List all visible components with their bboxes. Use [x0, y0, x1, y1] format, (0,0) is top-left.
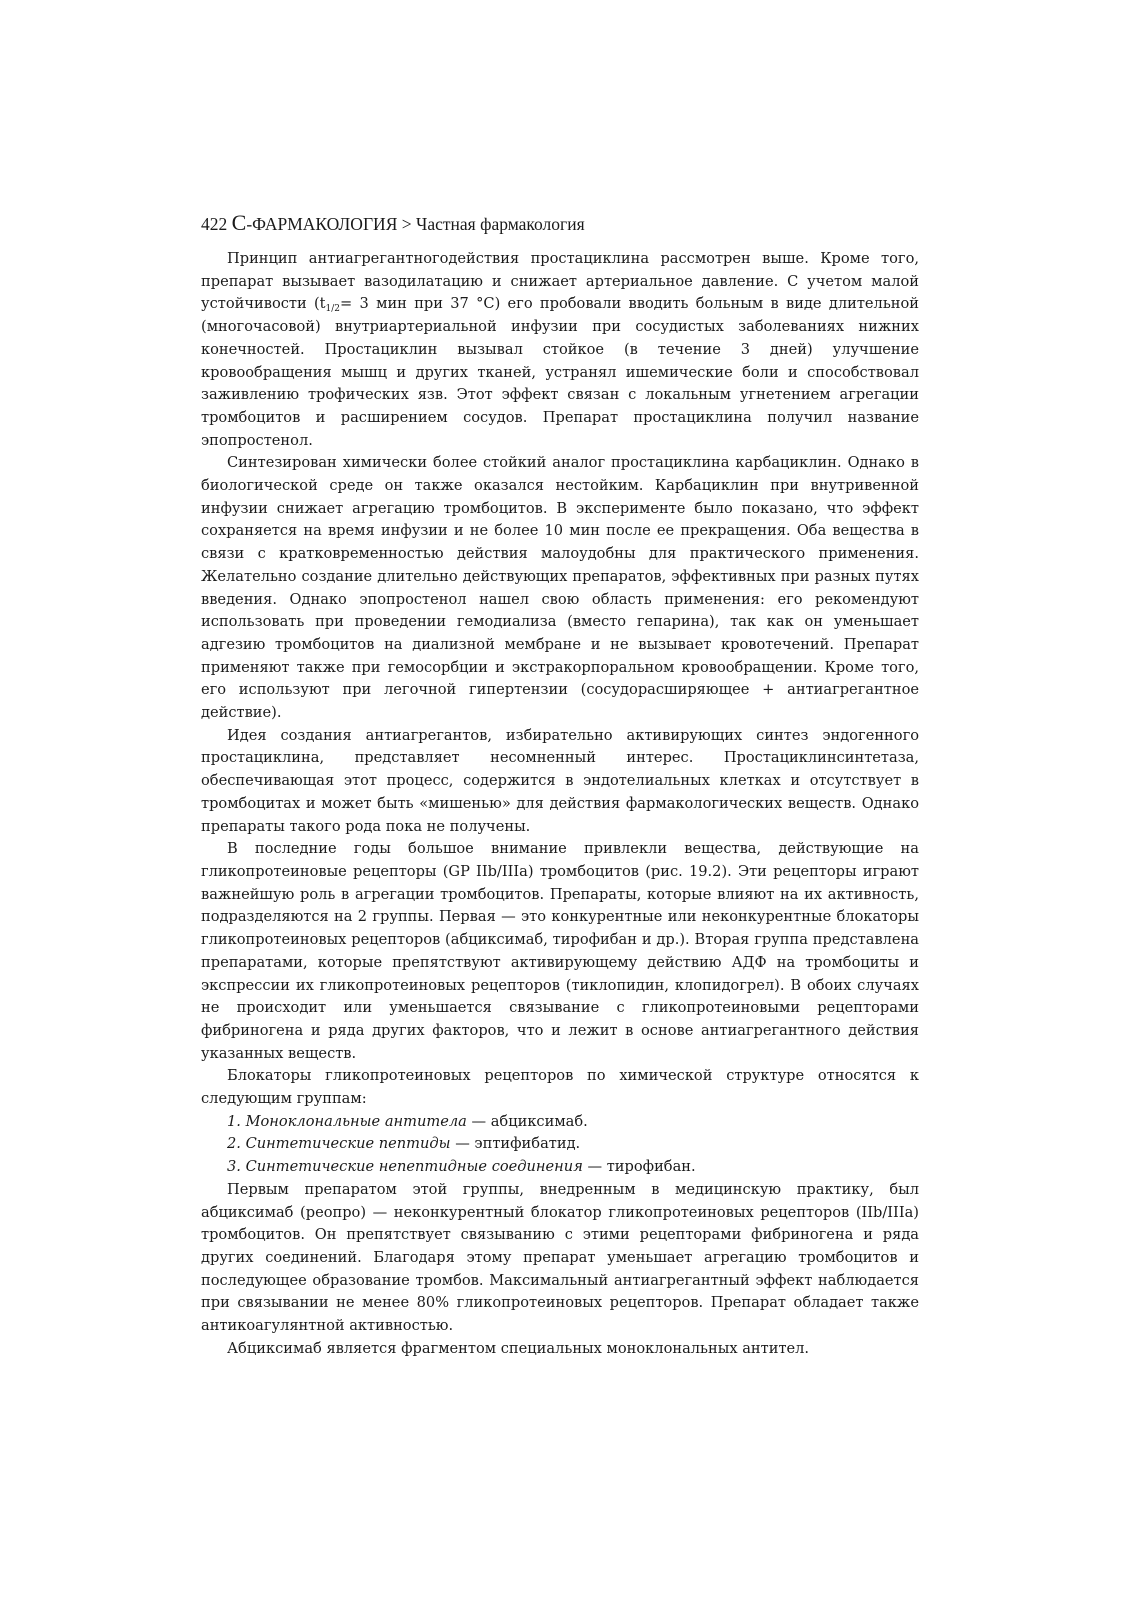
section-letter: С [231, 210, 247, 235]
numbered-list [201, 1111, 919, 1179]
list-item: 2. Синтетические пептиды — эптифибатид. [227, 1135, 581, 1153]
paragraph: Абциксимаб является фрагментом специальных моноклональных антител. [227, 1339, 810, 1357]
list-term: Синтетические пептиды [245, 1135, 451, 1153]
paragraph: Блокаторы гликопротеиновых рецепторов по химической структуре относятся к следующим группам: [201, 1067, 919, 1108]
running-header [201, 211, 921, 236]
list-item: 3. Синтетические непептидные соединения — тирофибан. [227, 1158, 696, 1176]
subscript: 1/2 [325, 304, 341, 315]
page-number: 422 [201, 214, 228, 234]
paragraph: Принцип антиагрегантногодействия простациклина рассмотрен выше. Кроме того, препарат вызывает вазодилатацию и снижает артериальное давление. С учетом малой устойчивости ($t_{1/2}= 3$ мин при 37 °С) его пробовали вводить больным в виде длительной (многочасовой) внутриартериальной инфузии при сосудистых заболеваниях нижних конечностей. Простациклин вызывал стойкое (в течение 3 дней) улучшение кровообращения мышц и других тканей, устранял ишемические боли и способствовал заживлению трофических язв. Этот эффект связан с локальным угнетением агрегации тромбоцитов и расширением сосудов. Препарат простациклина получил название эпопростенол. [201, 250, 919, 449]
paragraph: Синтезирован химически более стойкий аналог простациклина карбациклин. Однако в биологической среде он также оказался нестойким. Карбациклин при внутривенной инфузии снижает агрегацию тромбоцитов. В эксперименте было показано, что эффект сохраняется на время инфузии и не более 10 мин после ее прекращения. Оба вещества в связи с кратковременностью действия малоудобны для практического применения. Желательно создание длительно действующих препаратов, эффективных при разных путях введения. Однако эпопростенол нашел свою область применения: его рекомендуют использовать при проведении гемодиализа (вместо гепарина), так как он уменьшает адгезию тромбоцитов на диализной мембране и не вызывает кровотечений. Препарат применяют также при гемосорбции и экстракорпоральном кровообращении. Кроме того, его используют при легочной гипертензии (сосудорасширяющее + антиагрегантное действие). [201, 454, 919, 722]
paragraph: Первым препаратом этой группы, внедренным в медицинскую практику, был абциксимаб (реопро) — неконкурентный блокатор гликопротеиновых рецепторов (IIb/IIIa) тромбоцитов. Он препятствует связыванию с этими рецепторами фибриногена и ряда других соединений. Благодаря этому препарат уменьшает агрегацию тромбоцитов и последующее образование тромбов. Максимальный антиагрегантный эффект наблюдается при связывании не менее 80% гликопротеиновых рецепторов. Препарат обладает также антикоагулянтной активностью. [201, 1180, 919, 1335]
paragraph: В последние годы большое внимание привлекли вещества, действующие на гликопротеиновые рецепторы (GP IIb/IIIa) тромбоцитов (рис. 19.2). Эти рецепторы играют важнейшую роль в агрегации тромбоцитов. Препараты, которые влияют на их активность, подразделяются на 2 группы. Первая — это конкурентные или неконкурентные блокаторы гликопротеиновых рецепторов (абциксимаб, тирофибан и др.). Вторая группа представлена препаратами, которые препятствуют активирующему действию АДФ на тромбоциты и экспрессии их гликопротеиновых рецепторов (тиклопидин, клопидогрел). В обоих случаях не происходит или уменьшается связывание с гликопротеиновыми рецепторами фибриногена и ряда других факторов, что и лежит в основе антиагрегантного действия указанных веществ. [201, 840, 919, 1062]
list-term: Синтетические непептидные соединения [245, 1158, 583, 1176]
body-text [201, 248, 919, 1360]
list-term: Моноклональные антитела [245, 1112, 467, 1130]
section-title: -ФАРМАКОЛОГИЯ > Частная фармакология [246, 214, 585, 234]
list-item: 1. Моноклональные антитела — абциксимаб. [227, 1112, 588, 1130]
paragraph: Идея создания антиагрегантов, избирательно активирующих синтез эндогенного простациклина, представляет несомненный интерес. Простациклинсинтетаза, обеспечивающая этот процесс, содержится в эндотелиальных клетках и отсутствует в тромбоцитах и может быть «мишенью» для действия фармакологических веществ. Однако препараты такого рода пока не получены. [201, 726, 919, 835]
